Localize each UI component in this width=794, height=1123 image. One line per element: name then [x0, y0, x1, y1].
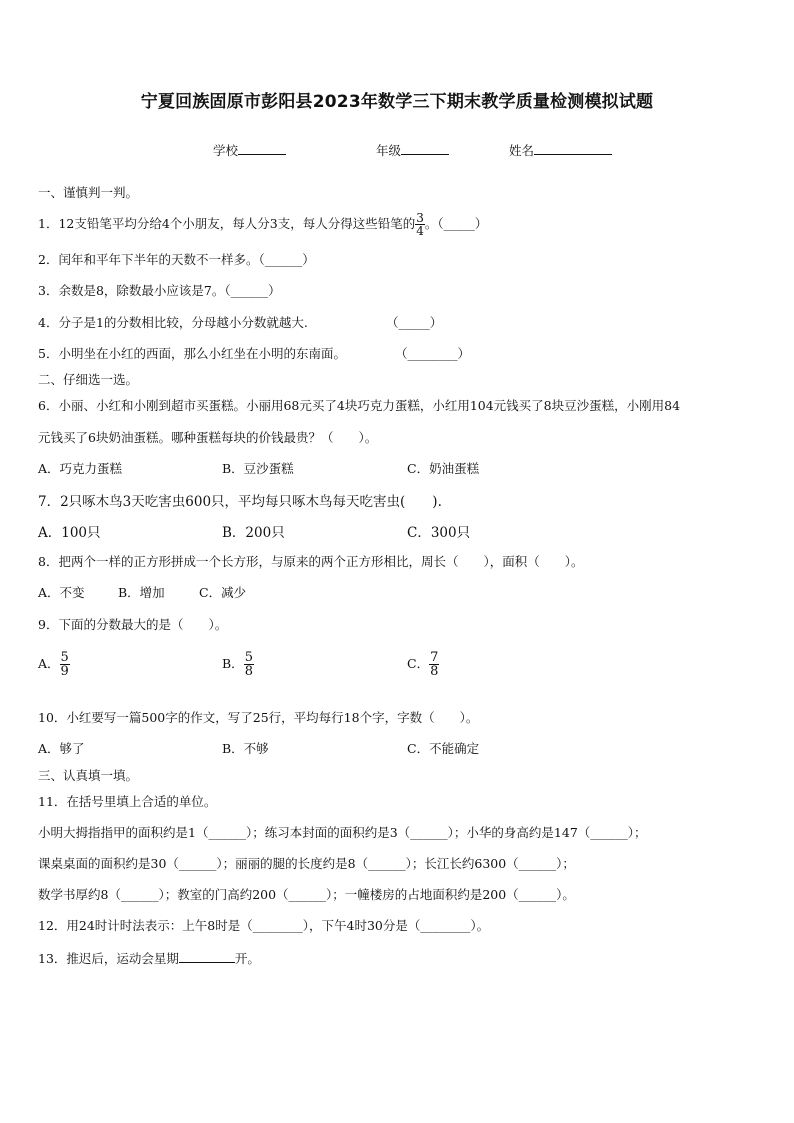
question-8: 8．把两个一样的正方形拼成一个长方形，与原来的两个正方形相比，周长（ ），面积（ ）。 [38, 554, 584, 569]
fraction-denominator: 8 [430, 664, 439, 679]
question-4-text: 4．分子是1的分数相比较，分母越小分数就越大. [38, 315, 308, 330]
fraction-numerator: 3 [416, 211, 424, 225]
option-a-label: A． [38, 656, 60, 671]
question-12: 12．用24时计时法表示：上午8时是（________），下午4时30分是（________）。 [38, 918, 490, 933]
question-11-line-2: 课桌桌面的面积约是30（______）；丽丽的腿的长度约是8（______）；长江长约6300（______）； [38, 856, 575, 871]
question-7: 7．2只啄木鸟3天吃害虫600只，平均每只啄木鸟每天吃害虫( ). [38, 494, 442, 510]
question-11: 11．在括号里填上合适的单位。 [38, 794, 217, 809]
question-1-text: 1．12支铅笔平均分给4个小朋友，每人分3支，每人分得这些铅笔的 [38, 216, 416, 231]
option-b-label: B． [222, 656, 244, 671]
question-9: 9．下面的分数最大的是（ ）。 [38, 617, 228, 632]
question-10-option-b: B．不够 [222, 741, 269, 756]
school-label: 学校 [213, 143, 239, 158]
question-13 [38, 948, 260, 967]
fraction-numerator: 5 [60, 650, 69, 665]
school-field [213, 140, 286, 159]
question-3: 3．余数是8，除数最小应该是7。（______） [38, 283, 281, 298]
question-1 [38, 212, 487, 237]
question-4-blank: （_____） [386, 315, 443, 330]
option-c-label: C． [407, 656, 430, 671]
fraction-denominator: 4 [416, 224, 424, 238]
question-11-line-3: 数学书厚约8（______）；教室的门高约200（______）；一幢楼房的占地面积约是200（______）。 [38, 887, 575, 902]
question-6-line-1: 6．小丽、小红和小刚到超市买蛋糕。小丽用68元买了4块巧克力蛋糕，小红用104元钱买了8块豆沙蛋糕，小刚用84 [38, 398, 681, 413]
section-heading-1: 一、谨慎判一判。 [38, 185, 139, 200]
question-7-option-a: A．100只 [38, 525, 101, 541]
fraction-denominator: 9 [60, 664, 69, 679]
section-heading-3: 三、认真填一填。 [38, 768, 139, 783]
question-1-fraction [415, 212, 425, 237]
question-2: 2．闰年和平年下半年的天数不一样多。（______） [38, 252, 315, 267]
fraction-numerator: 7 [430, 650, 439, 665]
option-a-fraction [60, 651, 70, 678]
question-13-blank[interactable] [179, 948, 235, 963]
option-c-fraction [429, 651, 439, 678]
question-11-line-1: 小明大拇指指甲的面积约是1（______）；练习本封面的面积约是3（______）；小华的身高约是147（______）； [38, 825, 647, 840]
option-b-fraction [244, 651, 254, 678]
question-9-option-c [407, 651, 439, 678]
question-10-option-c: C．不能确定 [407, 741, 480, 756]
question-13-end: 开。 [234, 951, 260, 966]
question-10: 10．小红要写一篇500字的作文，写了25行，平均每行18个字，字数（ ）。 [38, 710, 479, 725]
question-9-option-a [38, 651, 70, 678]
question-8-option-a: A．不变 [38, 585, 85, 600]
question-5-text: 5．小明坐在小红的西面，那么小红坐在小明的东南面。 [38, 346, 346, 361]
question-7-option-b: B．200只 [222, 525, 285, 541]
question-9-option-b [222, 651, 254, 678]
page-title: 宁夏回族固原市彭阳县2023年数学三下期末教学质量检测模拟试题 [140, 92, 654, 112]
question-8-option-b: B．增加 [118, 585, 165, 600]
question-6-option-b: B．豆沙蛋糕 [222, 461, 294, 476]
name-field [509, 140, 612, 159]
question-7-option-c: C．300只 [407, 525, 471, 541]
question-1-blank: 。（_____） [424, 216, 488, 231]
question-10-option-a: A．够了 [38, 741, 85, 756]
question-6-line-2: 元钱买了6块奶油蛋糕。哪种蛋糕每块的价钱最贵？（ ）。 [38, 430, 378, 445]
question-6-option-a: A．巧克力蛋糕 [38, 461, 123, 476]
name-label: 姓名 [509, 143, 535, 158]
grade-field [376, 140, 449, 159]
question-5-blank: （________） [395, 346, 471, 361]
fraction-denominator: 8 [244, 664, 253, 679]
grade-label: 年级 [376, 143, 402, 158]
fraction-numerator: 5 [244, 650, 253, 665]
name-blank[interactable] [534, 140, 612, 155]
question-8-option-c: C．减少 [199, 585, 247, 600]
question-6-option-c: C．奶油蛋糕 [407, 461, 480, 476]
question-13-text: 13．推迟后，运动会星期 [38, 951, 179, 966]
school-blank[interactable] [238, 140, 286, 155]
grade-blank[interactable] [401, 140, 449, 155]
section-heading-2: 二、仔细选一选。 [38, 372, 139, 387]
